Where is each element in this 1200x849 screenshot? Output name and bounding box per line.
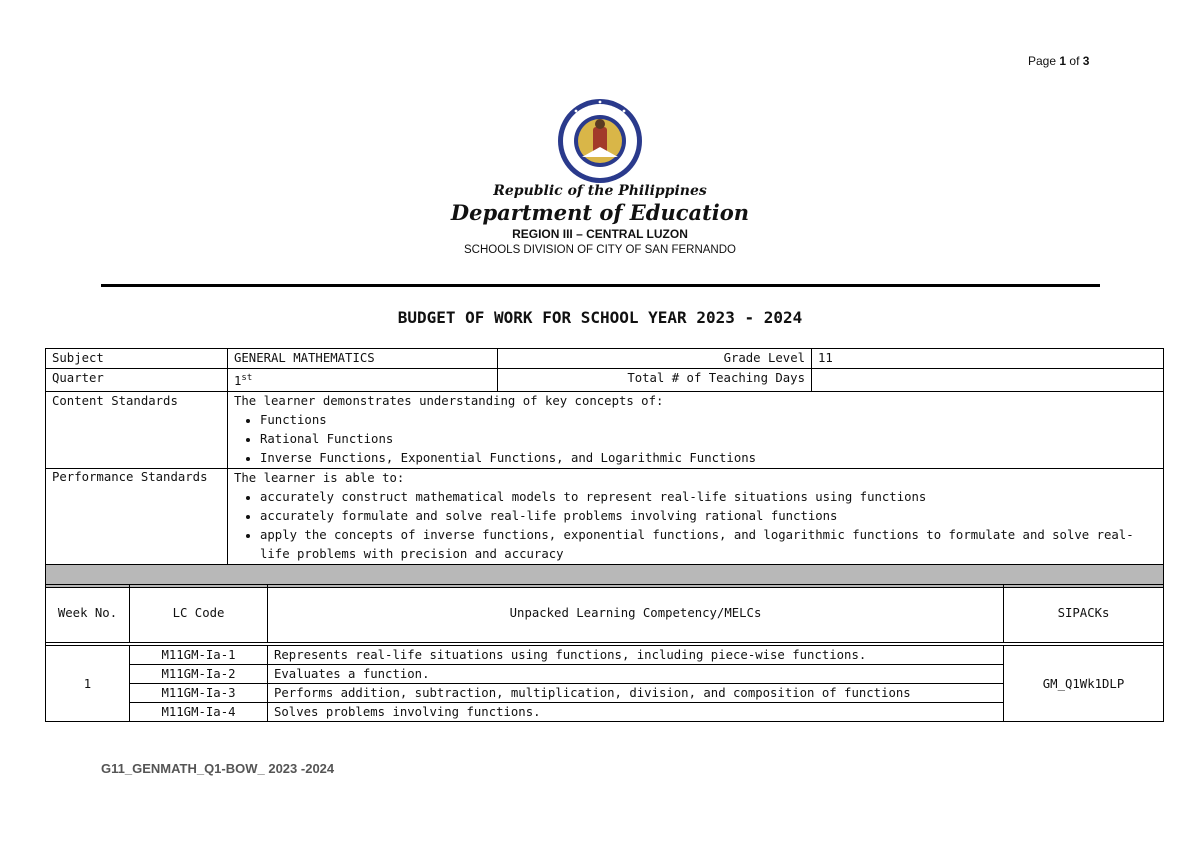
- list-item: • apply the concepts of inverse functions, exponential functions, and logarithmic functions to formulate and solve real-life problems with precision and accuracy: [260, 526, 1157, 564]
- week-header: Week No.: [46, 585, 130, 643]
- teaching-days-label: Total # of Teaching Days: [498, 369, 812, 392]
- document-footer: G11_GENMATH_Q1-BOW_ 2023 -2024: [101, 761, 335, 776]
- lc-code: M11GM-Ia-3: [130, 684, 268, 703]
- performance-standards-label: Performance Standards: [46, 469, 228, 565]
- competency-header: Unpacked Learning Competency/MELCs: [268, 585, 1004, 643]
- content-standards: The learner demonstrates understanding of key concepts of: • Functions • Rational Functions • Inverse Functions, Exponential Functions, and Logarithmic Functions: [228, 392, 1164, 469]
- competency-table: [45, 584, 1164, 722]
- lc-code-header: LC Code: [130, 585, 268, 643]
- subject-label: Subject: [46, 349, 228, 369]
- republic-line: Republic of the Philippines: [493, 183, 707, 199]
- page-number: Page 1 of 3: [1028, 54, 1090, 68]
- lc-code: M11GM-Ia-2: [130, 665, 268, 684]
- sipacks-value: GM_Q1Wk1DLP: [1004, 646, 1164, 722]
- region-line: REGION III – CENTRAL LUZON: [512, 227, 688, 241]
- table-row: [46, 703, 1164, 722]
- content-standards-label: Content Standards: [46, 392, 228, 469]
- header-divider: [101, 284, 1100, 287]
- grade-label: Grade Level: [498, 349, 812, 369]
- table-row: [46, 665, 1164, 684]
- list-item: • accurately construct mathematical models to represent real-life situations using functions: [260, 488, 1157, 507]
- document-title: BUDGET OF WORK FOR SCHOOL YEAR 2023 - 2024: [397, 308, 803, 327]
- department-title: Department of Education: [450, 200, 750, 225]
- competency-text: Evaluates a function.: [268, 665, 1004, 684]
- list-item: • Functions: [260, 411, 1157, 430]
- lc-code: M11GM-Ia-4: [130, 703, 268, 722]
- competency-text: Solves problems involving functions.: [268, 703, 1004, 722]
- info-table: [45, 348, 1164, 588]
- list-item: • Rational Functions: [260, 430, 1157, 449]
- table-row: [46, 684, 1164, 703]
- sipacks-header: SIPACKs: [1004, 585, 1164, 643]
- grade-value: 11: [812, 349, 1164, 369]
- division-line: SCHOOLS DIVISION OF CITY OF SAN FERNANDO: [464, 244, 736, 256]
- table-row: [46, 646, 1164, 665]
- deped-seal-icon: [556, 97, 644, 185]
- list-item: • Inverse Functions, Exponential Functions, and Logarithmic Functions: [260, 449, 1157, 468]
- teaching-days-value: [812, 369, 1164, 392]
- quarter-value: 1st: [228, 369, 498, 392]
- lc-code: M11GM-Ia-1: [130, 646, 268, 665]
- table-header-row: [46, 585, 1164, 643]
- letterhead: [0, 182, 1200, 258]
- competency-text: Performs addition, subtraction, multiplication, division, and composition of functions: [268, 684, 1004, 703]
- quarter-label: Quarter: [46, 369, 228, 392]
- competency-text: Represents real-life situations using functions, including piece-wise functions.: [268, 646, 1004, 665]
- list-item: • accurately formulate and solve real-life problems involving rational functions: [260, 507, 1157, 526]
- week-number: 1: [46, 646, 130, 722]
- subject-value: GENERAL MATHEMATICS: [228, 349, 498, 369]
- performance-standards: The learner is able to: • accurately construct mathematical models to represent real-life situations using functions • accurately formulate and solve real-life problems involving rational functions • apply the concepts of inverse functions, exponential functions, and logarithmic functions to formulate and solve real-life problems with precision and accuracy: [228, 469, 1164, 565]
